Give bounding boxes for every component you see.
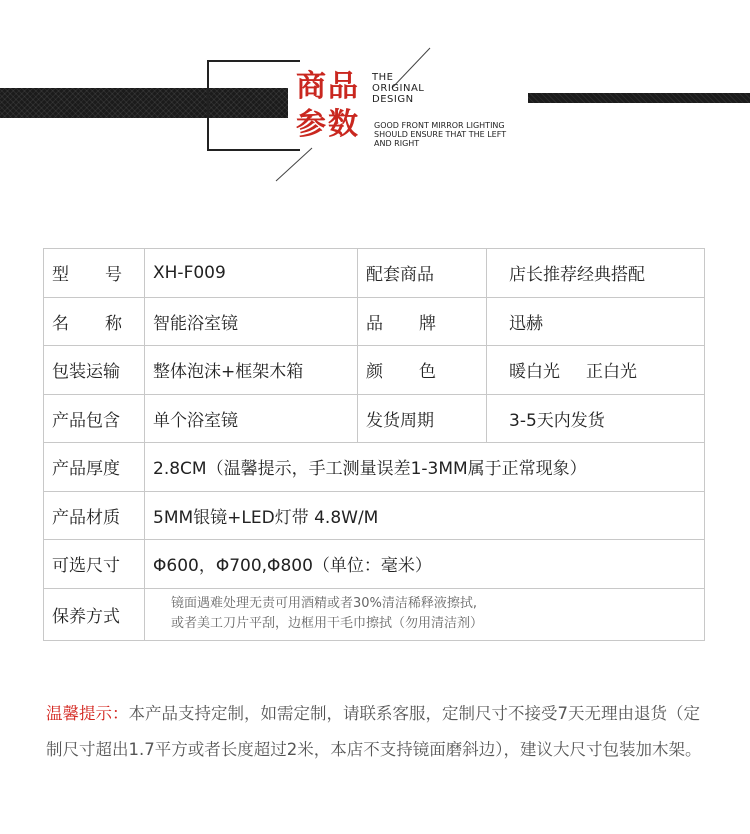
label-ship-time: 发货周期 [358,394,487,443]
title-en-line: THE [372,72,394,83]
label-packaging: 包装运输 [44,346,145,395]
table-row [44,443,705,492]
table-row [44,588,705,640]
title-line-2: 参数 [296,107,360,142]
label-material: 产品材质 [44,491,145,540]
value-thickness: 2.8CM（温馨提示，手工测量误差1-3MM属于正常现象） [145,443,705,492]
custom-order-notice [46,696,711,767]
value-maintenance [145,588,705,640]
color-warm-white: 暖白光 [509,362,560,383]
title-sub-line: GOOD FRONT MIRROR LIGHTING [374,121,505,130]
notice-text: 本产品支持定制，如需定制，请联系客服，定制尺寸不接受7天无理由退货（定制尺寸超出1.7平方或者长度超过2米，本店不支持镜面磨斜边），建议大尺寸包装加木架。 [46,704,702,759]
value-material: 5MM银镜+LED灯带 4.8W/M [145,491,705,540]
value-model: XH-F009 [145,249,358,298]
label-color: 颜 色 [358,346,487,395]
label-thickness: 产品厚度 [44,443,145,492]
title-sub-line: SHOULD ENSURE THAT THE LEFT [374,130,507,139]
label-includes: 产品包含 [44,394,145,443]
label-sizes: 可选尺寸 [44,540,145,589]
label-brand: 品 牌 [358,297,487,346]
label-model: 型 号 [44,249,145,298]
value-color [487,346,705,395]
value-sizes: Φ600，Φ700,Φ800（单位：毫米） [145,540,705,589]
title-en-line: DESIGN [372,94,414,105]
title-english-sub [374,121,534,148]
table-row [44,346,705,395]
title-english [372,72,424,105]
value-includes: 单个浴室镜 [145,394,358,443]
title-line-1: 商品 [296,69,360,104]
table-row [44,394,705,443]
table-row [44,540,705,589]
maintenance-line-1: 镜面遇难处理无责可用酒精或者30%清洁稀释液擦拭, [171,596,478,611]
table-row [44,491,705,540]
label-accessory: 配套商品 [358,249,487,298]
notice-label: 温馨提示： [46,704,129,723]
table-row [44,249,705,298]
maintenance-line-2: 或者美工刀片平刮，边框用干毛巾擦拭（勿用清洁剂） [171,616,484,631]
table-row [44,297,705,346]
value-accessory: 店长推荐经典搭配 [487,249,705,298]
label-maintenance: 保养方式 [44,588,145,640]
value-packaging: 整体泡沫+框架木箱 [145,346,358,395]
value-name: 智能浴室镜 [145,297,358,346]
title-en-line: ORIGINAL [372,83,425,94]
params-table [43,248,705,641]
label-name: 名 称 [44,297,145,346]
value-ship-time: 3-5天内发货 [487,394,705,443]
title-sub-line: AND RIGHT [374,139,420,148]
color-pure-white: 正白光 [586,362,637,383]
value-brand: 迅赫 [487,297,705,346]
